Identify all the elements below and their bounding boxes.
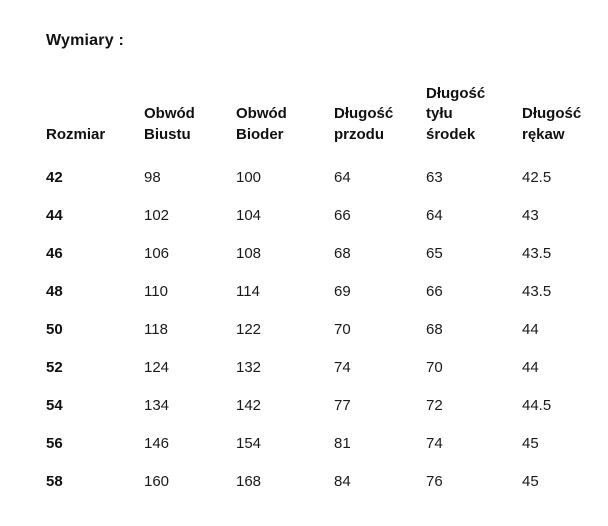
table-row xyxy=(46,273,608,311)
cell-front-length: 69 xyxy=(334,282,351,300)
column-header-front-length xyxy=(334,84,426,159)
column-header-hip-line-1: Obwód xyxy=(236,105,287,123)
cell-sleeve-length: 43.5 xyxy=(522,244,552,262)
table-row xyxy=(46,311,608,349)
cell-back-length: 70 xyxy=(426,358,443,376)
cell-size: 54 xyxy=(46,396,63,414)
cell-hip: 122 xyxy=(236,320,262,338)
table-row xyxy=(46,159,608,197)
cell-back-length: 72 xyxy=(426,396,443,414)
column-header-size xyxy=(46,84,144,159)
cell-size: 42 xyxy=(46,168,63,186)
column-header-sleeve-length-line-2: rękaw xyxy=(522,125,565,143)
cell-bust: 146 xyxy=(144,434,170,452)
column-header-back-length-line-3: środek xyxy=(426,125,476,143)
cell-front-length: 66 xyxy=(334,206,351,224)
column-header-hip-line-2: Bioder xyxy=(236,125,284,143)
table-row xyxy=(46,235,608,273)
cell-sleeve-length: 44 xyxy=(522,320,539,338)
column-header-sleeve-length-line-1: Długość xyxy=(522,105,582,123)
cell-front-length: 77 xyxy=(334,396,351,414)
cell-front-length: 68 xyxy=(334,244,351,262)
table-row xyxy=(46,425,608,463)
cell-bust: 110 xyxy=(144,282,168,300)
column-header-back-length-line-2: tyłu xyxy=(426,105,453,123)
cell-size: 58 xyxy=(46,472,63,490)
cell-size: 46 xyxy=(46,244,63,262)
table-header xyxy=(46,84,608,159)
cell-hip: 154 xyxy=(236,434,262,452)
cell-sleeve-length: 45 xyxy=(522,434,539,452)
cell-front-length: 64 xyxy=(334,168,351,186)
cell-size: 56 xyxy=(46,434,63,452)
cell-back-length: 76 xyxy=(426,472,443,490)
cell-back-length: 66 xyxy=(426,282,443,300)
cell-size: 44 xyxy=(46,206,63,224)
cell-front-length: 74 xyxy=(334,358,351,376)
cell-hip: 100 xyxy=(236,168,262,186)
column-header-bust-line-1: Obwód xyxy=(144,105,195,123)
column-header-back-length-line-1: Długość xyxy=(426,85,486,102)
column-header-front-length-line-1: Długość xyxy=(334,105,394,123)
table-row xyxy=(46,197,608,235)
column-header-bust-line-2: Biustu xyxy=(144,125,191,143)
cell-back-length: 74 xyxy=(426,434,443,452)
cell-bust: 106 xyxy=(144,244,170,262)
table-header-row xyxy=(46,84,608,159)
cell-hip: 142 xyxy=(236,396,262,414)
cell-bust: 134 xyxy=(144,396,170,414)
cell-back-length: 63 xyxy=(426,168,443,186)
cell-sleeve-length: 44.5 xyxy=(522,396,552,414)
size-table xyxy=(46,84,608,501)
cell-bust: 160 xyxy=(144,472,170,490)
cell-bust: 98 xyxy=(144,168,161,186)
cell-back-length: 68 xyxy=(426,320,443,338)
cell-sleeve-length: 43.5 xyxy=(522,282,552,300)
cell-front-length: 81 xyxy=(334,434,351,452)
table-body xyxy=(46,159,608,501)
cell-bust: 118 xyxy=(144,320,168,338)
cell-size: 52 xyxy=(46,358,63,376)
table-row xyxy=(46,387,608,425)
cell-size: 50 xyxy=(46,320,63,338)
table-row xyxy=(46,463,608,501)
cell-hip: 114 xyxy=(236,282,260,300)
column-header-bust xyxy=(144,84,236,159)
column-header-back-length xyxy=(426,84,522,159)
cell-sleeve-length: 42.5 xyxy=(522,168,552,186)
table-row xyxy=(46,349,608,387)
cell-size: 48 xyxy=(46,282,63,300)
cell-back-length: 65 xyxy=(426,244,443,262)
cell-back-length: 64 xyxy=(426,206,443,224)
cell-front-length: 84 xyxy=(334,472,351,490)
cell-sleeve-length: 43 xyxy=(522,206,539,224)
cell-bust: 102 xyxy=(144,206,170,224)
column-header-sleeve-length xyxy=(522,84,608,159)
cell-bust: 124 xyxy=(144,358,170,376)
cell-hip: 168 xyxy=(236,472,262,490)
cell-sleeve-length: 44 xyxy=(522,358,539,376)
cell-hip: 104 xyxy=(236,206,262,224)
cell-sleeve-length: 45 xyxy=(522,472,539,490)
column-header-hip xyxy=(236,84,334,159)
cell-hip: 132 xyxy=(236,358,262,376)
cell-hip: 108 xyxy=(236,244,262,262)
column-header-size-line-1: Rozmiar xyxy=(46,125,106,143)
column-header-front-length-line-2: przodu xyxy=(334,125,384,143)
cell-front-length: 70 xyxy=(334,320,351,338)
page-title: Wymiary : xyxy=(46,32,124,49)
